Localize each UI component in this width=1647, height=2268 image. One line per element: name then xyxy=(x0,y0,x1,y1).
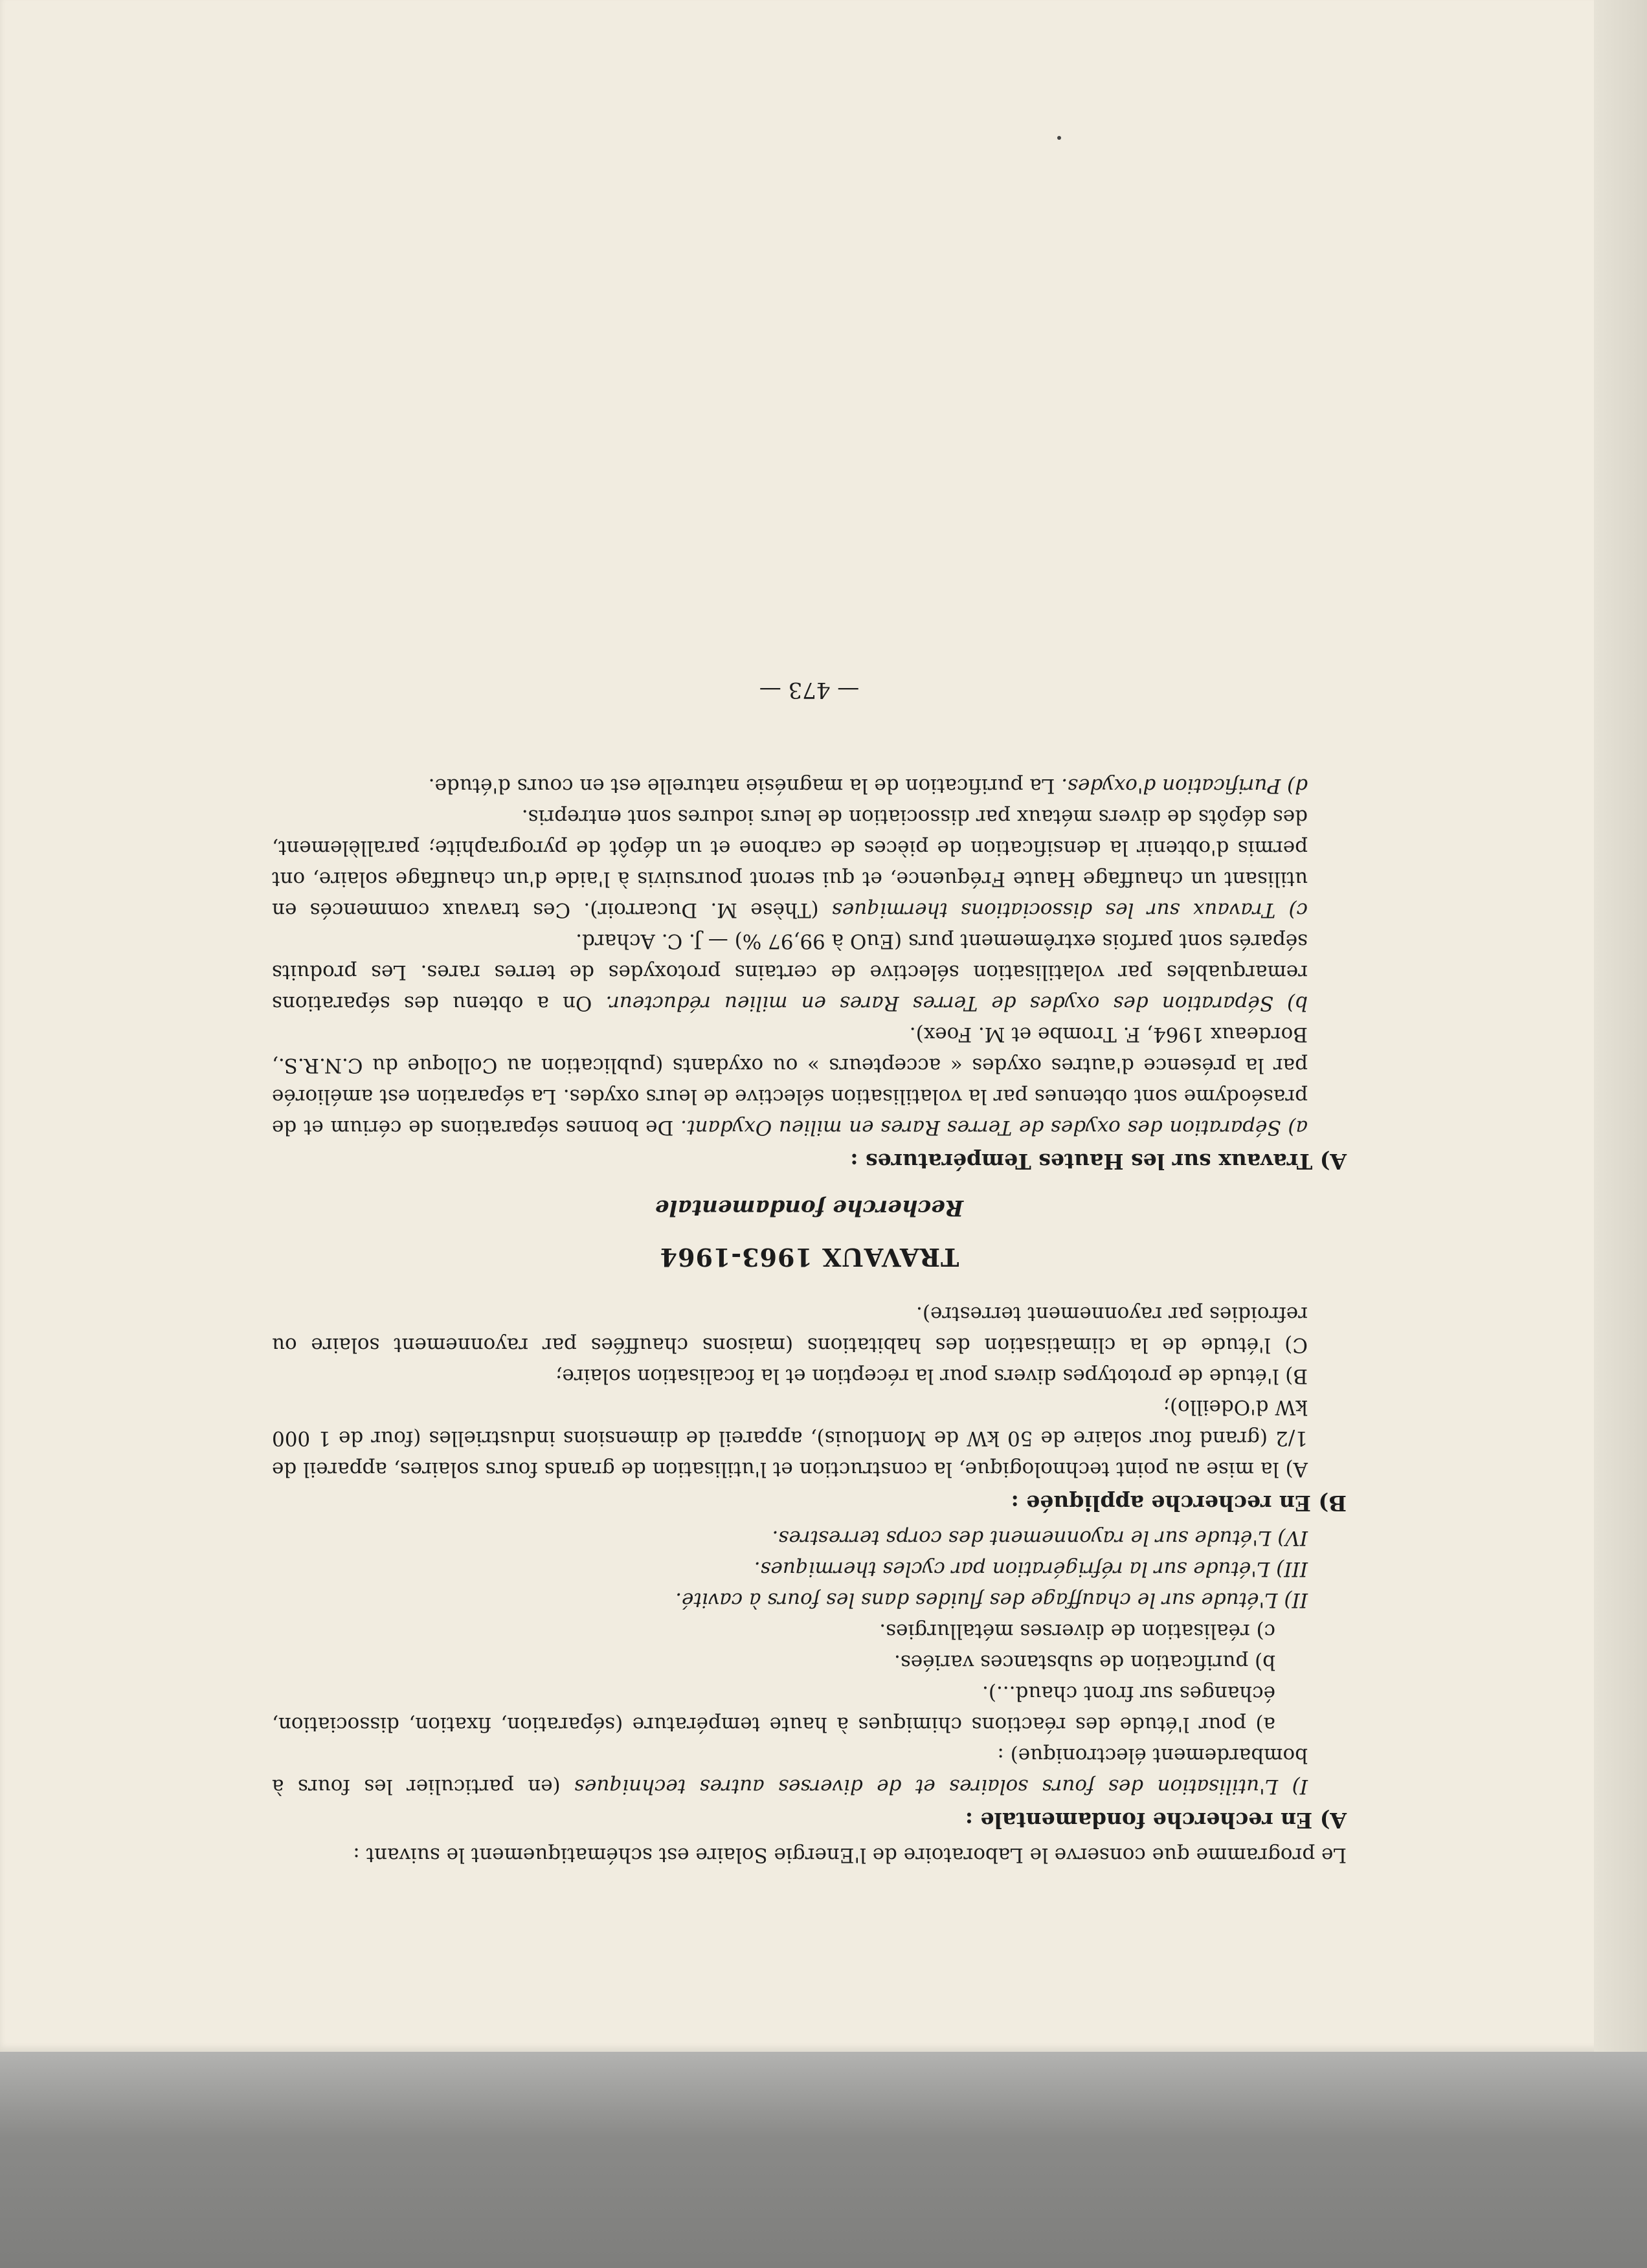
item-1-rest: (en particulier les fours à bombardement électronique) : xyxy=(272,1744,1308,1798)
paper-right-edge xyxy=(1594,0,1647,2052)
travaux-item-d xyxy=(272,770,1347,801)
page-number: — 473 — xyxy=(759,677,860,703)
item-b-rest: On a obtenu des séparations remarquables par volatilisation sélective de certains protoxydes de terres rares. Les produits séparés sont parfois extrêmement purs (EuO à 99,97 %) — J. C. Achard. xyxy=(272,929,1308,1015)
travaux-subtitle: Recherche fondamentale xyxy=(655,1195,964,1221)
section-a-item-3: III) L'étude sur la réfrigération par cycles thermiques. xyxy=(754,1557,1308,1581)
travaux-title: TRAVAUX 1963-1964 xyxy=(659,1243,959,1272)
travaux-item-a xyxy=(272,1019,1347,1143)
section-a-item-1b: b) purification de substances variées. xyxy=(894,1651,1275,1674)
item-1-lead: I) L'utilisation des fours solaires et de diverses autres techniques xyxy=(574,1775,1308,1798)
item-c-lead: c) Travaux sur les dissociations thermiques xyxy=(831,898,1308,922)
item-a-lead: a) Séparation des oxydes de Terres Rares en milieu Oxydant. xyxy=(680,1116,1308,1139)
scanner-background xyxy=(0,2052,1647,2268)
section-a-heading: A) En recherche fondamentale : xyxy=(965,1808,1347,1833)
item-d-lead: d) Purification d'oxydes. xyxy=(1061,774,1308,797)
section-a-item-1c: c) réalisation de diverses métallurgies. xyxy=(879,1619,1275,1643)
section-a-item-2: II) L'étude sur le chauffage des fluides dans les fours à cavité. xyxy=(675,1588,1308,1612)
intro-paragraph: Le programme que conserve le Laboratoire de l'Energie Solaire est schématiquement le suivant : xyxy=(353,1843,1347,1867)
section-b-item-c: C) l'étude de la climatisation des habitations (maisons chauffées par rayonnement solaire ou refroidies par rayonnement terrestre). xyxy=(272,1302,1308,1357)
section-b-heading: B) En recherche appliquée : xyxy=(1011,1491,1347,1516)
travaux-item-c xyxy=(272,801,1347,926)
item-d-rest: La purification de la magnésie naturelle est en cours d'étude. xyxy=(428,774,1062,797)
section-b-item-b: B) l'étude de prototypes divers pour la réception et la focalisation solaire; xyxy=(555,1364,1308,1388)
rotated-text-block xyxy=(272,214,1347,1871)
section-a-item-1a: a) pour l'étude des réactions chimiques à haute température (séparation, fixation, dissociation, échanges sur front chaud...). xyxy=(272,1682,1275,1736)
section-b-item-a: A) la mise au point technologique, la construction et l'utilisation de grands fours solaires, appareil de 1/2 (grand four solaire de 50 kW de Montlouis), appareil de dimensions industrielles (four de 1 000 kW d'Odeillo); xyxy=(272,1395,1308,1481)
ink-dot xyxy=(1057,136,1061,140)
travaux-item-b xyxy=(272,926,1347,1019)
section-a-item-1 xyxy=(272,1740,1347,1802)
item-c-rest: (Thèse M. Ducarroir). Ces travaux commencés en utilisant un chauffage Haute Fréquence, et qui seront poursuivis à l'aide d'un chauffage solaire, ont permis d'obtenir la densification de pièces de carbone et un dépôt de pyrographite; parallèlement, des dépôts de divers métaux par dissociation de leurs iodures sont entrepris. xyxy=(272,805,1308,922)
section-a-item-4: IV) L'étude sur le rayonnement des corps terrestres. xyxy=(772,1526,1308,1550)
item-b-lead: b) Séparation des oxydes de Terres Rares en milieu réducteur. xyxy=(605,992,1308,1015)
travaux-heading: A) Travaux sur les Hautes Températures : xyxy=(850,1149,1347,1174)
item-a-rest: De bonnes séparations de cérium et de praséodyme sont obtenues par la volatilisation sélective de leurs oxydes. La séparation est améliorée par la présence d'autres oxydes « accepteurs » ou oxydants (publication au Colloque du C.N.R.S., Bordeaux 1964, F. Trombe et M. Foex). xyxy=(272,1023,1308,1139)
